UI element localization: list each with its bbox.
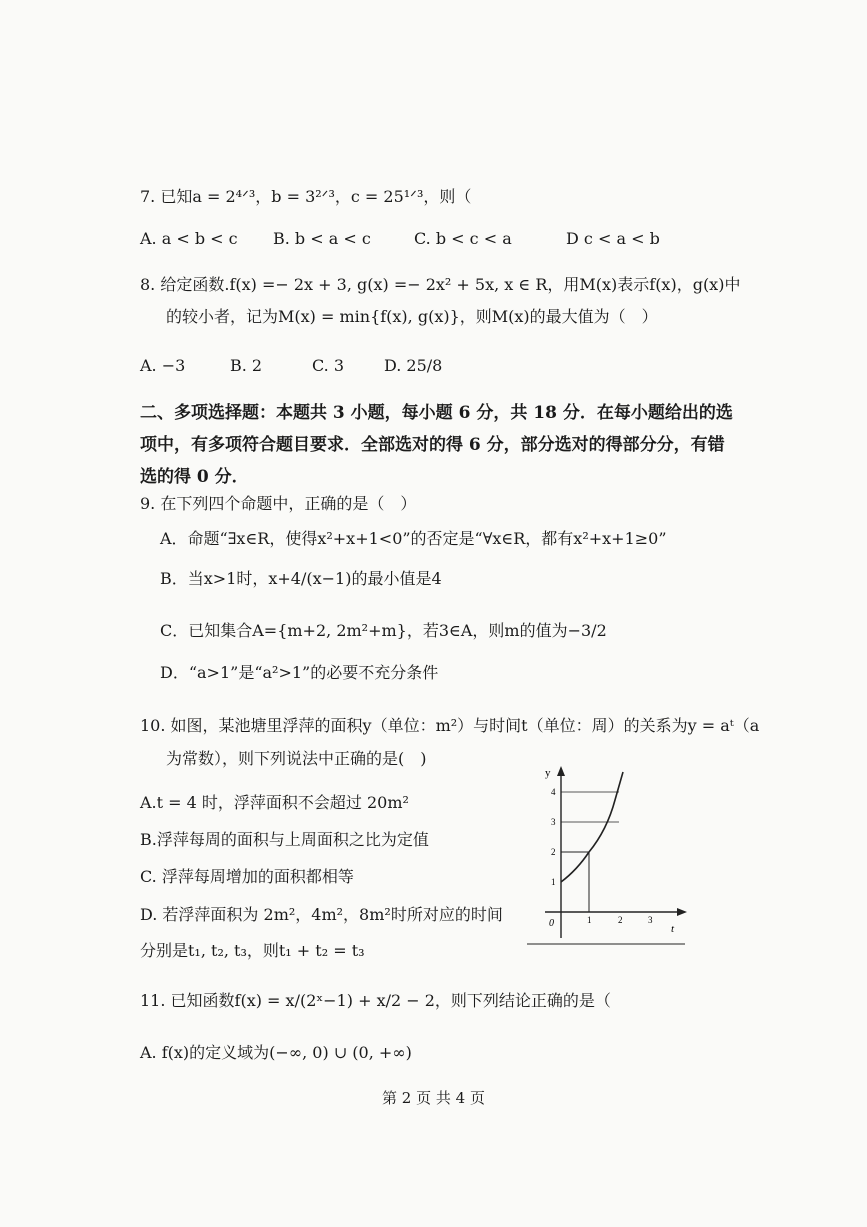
q8-line1: 8. 给定函数.f(x) =− 2x + 3, g(x) =− 2x² + 5x, x ∈ R，用M(x)表示f(x)，g(x)中: [140, 275, 741, 294]
origin-label: 0: [549, 918, 554, 929]
q7-option-b: B. b < a < c: [273, 229, 371, 248]
page-footer: 第 2 页 共 4 页: [382, 1089, 485, 1107]
q7-option-c: C. b < c < a: [414, 229, 512, 248]
q10-line2: 为常数），则下列说法中正确的是( ): [166, 749, 427, 768]
q8-option-a: A. −3: [140, 356, 186, 375]
q8-option-d: D. 25/8: [384, 356, 443, 375]
q8-line2: 的较小者，记为M(x) = min{f(x), g(x)}，则M(x)的最大值为（ ）: [166, 307, 658, 326]
section2-line1: 二、多项选择题：本题共 3 小题，每小题 6 分，共 18 分．在每小题给出的选: [140, 403, 733, 423]
section2-line3: 选的得 0 分．: [140, 467, 249, 487]
q7-option-a: A. a < b < c: [140, 229, 238, 248]
q10-option-b: B.浮萍每周的面积与上周面积之比为定值: [140, 830, 429, 849]
exponential-curve: [561, 772, 623, 882]
q10-line1: 10. 如图，某池塘里浮萍的面积y（单位：m²）与时间t（单位：周）的关系为y = aᵗ（a: [140, 716, 760, 735]
y-tick-4: 4: [551, 787, 556, 797]
q10-option-d-line2: 分别是t₁, t₂, t₃，则t₁ + t₂ = t₃: [140, 941, 365, 960]
q7-text: 7. 已知a = 2⁴ᐟ³，b = 3²ᐟ³，c = 25¹ᐟ³，则（: [140, 187, 472, 206]
x-tick-1: 1: [587, 915, 592, 925]
section2-line2: 项中，有多项符合题目要求．全部选对的得 6 分，部分选对的得部分分，有错: [140, 435, 725, 455]
q10-graph: [515, 760, 695, 950]
y-tick-1: 1: [551, 877, 556, 887]
q9-option-d: D．“a>1”是“a²>1”的必要不充分条件: [160, 663, 439, 682]
q9-option-c: C．已知集合A={m+2, 2m²+m}，若3∈A，则m的值为−3/2: [160, 621, 607, 640]
x-axis-label: t: [671, 923, 675, 935]
y-axis-label: y: [545, 767, 551, 779]
x-tick-3: 3: [648, 915, 653, 925]
q8-option-c: C. 3: [312, 356, 345, 375]
q7-stem: [140, 184, 471, 207]
q10-option-d-line1: D. 若浮萍面积为 2m²，4m²，8m²时所对应的时间: [140, 905, 503, 924]
y-tick-2: 2: [551, 847, 556, 857]
x-axis-arrow: [677, 908, 687, 916]
q10-option-c: C. 浮萍每周增加的面积都相等: [140, 867, 354, 886]
x-tick-2: 2: [618, 915, 623, 925]
q11-stem: 11. 已知函数f(x) = x/(2ˣ−1) + x/2 − 2，则下列结论正确的是（: [140, 991, 611, 1010]
q9-option-a: A．命题“∃x∈R，使得x²+x+1<0”的否定是“∀x∈R，都有x²+x+1≥0”: [160, 529, 667, 548]
q10-option-a: A.t = 4 时，浮萍面积不会超过 20m²: [140, 793, 409, 812]
q8-option-b: B. 2: [230, 356, 263, 375]
q7-option-d: D c < a < b: [566, 229, 660, 248]
y-tick-3: 3: [551, 817, 556, 827]
q9-stem: 9. 在下列四个命题中，正确的是（ ）: [140, 494, 417, 513]
y-axis-arrow: [557, 766, 565, 776]
q9-option-b: B．当x>1时，x+4/(x−1)的最小值是4: [160, 569, 442, 588]
q11-option-a: A. f(x)的定义域为(−∞, 0) ∪ (0, +∞): [140, 1043, 412, 1062]
